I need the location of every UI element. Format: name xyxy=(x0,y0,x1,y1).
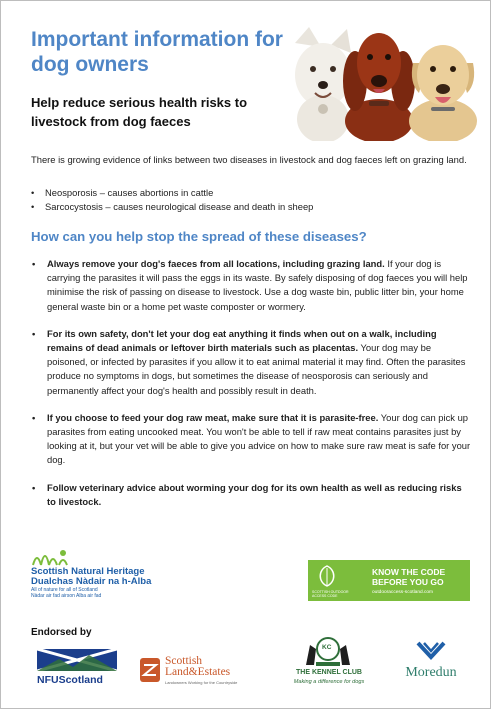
sle-emblem-icon xyxy=(139,657,161,683)
page-title: Important information for dog owners xyxy=(31,28,283,76)
kennel-club-name: THE KENNEL CLUB xyxy=(296,669,362,676)
kennel-club-crest-icon xyxy=(300,635,356,667)
sle-name-line2: Land&Estates xyxy=(165,666,231,678)
terrier-dog xyxy=(295,27,351,141)
tips-list xyxy=(31,257,471,522)
tip-lead: Follow veterinary advice about worming your dog for its own health as well as reducing risks to livestock. xyxy=(47,481,462,507)
setter-dog xyxy=(343,33,415,141)
disease-item: • Neosporosis – causes abortions in cattle xyxy=(31,186,471,200)
snh-plant-icon xyxy=(31,545,71,567)
endorsed-by-label: Endorsed by xyxy=(31,627,92,638)
section-heading: How can you help stop the spread of these diseases? xyxy=(31,229,367,244)
scottish-land-estates-logo xyxy=(139,653,265,691)
moredun-chevron-icon xyxy=(416,641,446,665)
know-the-code-line2: BEFORE YOU GO xyxy=(372,577,444,587)
sle-tagline: Landowners Working for the Countryside xyxy=(165,680,238,685)
know-the-code-banner xyxy=(308,560,470,601)
three-dogs-photo xyxy=(291,23,481,141)
outdoor-access-leaf-icon xyxy=(316,564,338,588)
moredun-text: Moredun xyxy=(405,665,457,680)
snh-name-gd: Dualchas Nàdair na h-Alba xyxy=(31,576,152,587)
tip-body: Your dog may be poisoned, or infected by parasites if you allow it to eat animal material it may find. Often the parasites produce no symptoms in dogs, but sometimes the disease of neosporosis can seriously and permanently affect your dog's health and possibly result in death. xyxy=(47,342,466,396)
tip-item xyxy=(31,411,471,468)
tip-item xyxy=(31,481,471,509)
kennel-club-logo xyxy=(281,635,375,691)
kc-badge-text: KC xyxy=(322,644,332,651)
moredun-logo xyxy=(393,641,469,689)
tip-item xyxy=(31,257,471,314)
nfu-scotland-logo xyxy=(37,649,121,689)
snh-logo xyxy=(31,545,211,605)
tip-item xyxy=(31,327,471,398)
intro-paragraph: There is growing evidence of links between two diseases in livestock and dog faeces left on grazing land. xyxy=(31,154,467,165)
sle-name-line1: Scottish xyxy=(165,655,203,667)
tip-lead: If you choose to feed your dog raw meat, make sure that it is parasite-free. xyxy=(47,411,379,423)
tip-body: Your dog can pick up parasites from eating uncooked meat. You won't be able to tell if raw meat contains parasites just by looking at it, but your vet will be able to give you advice on how to make sure raw meat is safe for your dog. xyxy=(47,411,471,466)
snh-tagline-gd: Nàdar air fad airson Alba air fad xyxy=(31,593,102,599)
labrador-dog xyxy=(409,45,477,141)
tip-lead: Always remove your dog's faeces from all locations, including grazing land. xyxy=(47,258,385,269)
snh-tagline-en: All of nature for all of Scotland xyxy=(31,587,98,593)
kennel-club-tagline: Making a difference for dogs xyxy=(293,679,365,685)
outdoor-access-url: outdooraccess-scotland.com xyxy=(372,590,434,595)
snh-name-en: Scottish Natural Heritage xyxy=(31,566,145,577)
page-subtitle: Help reduce serious health risks to livestock from dog faeces xyxy=(31,95,248,129)
tip-body: If your dog is carrying the parasites it will pass the eggs in its waste. By safely disposing of dog faeces you will help minimise the risk of passing on disease to livestock. Use a dog waste bin, public litter bin, your home general waste bin or a home pet waste composter or wormery. xyxy=(47,258,468,312)
scottish-outdoor-access-code-label: SCOTTISH OUTDOOR ACCESS CODE xyxy=(312,590,349,598)
nfu-scotland-text: NFUScotland xyxy=(37,674,103,686)
tip-lead: For its own safety, don't let your dog eat anything it finds when out on a walk, including remains of dead animals or leftover birth materials such as placentas. xyxy=(47,327,437,354)
disease-item: • Sarcocystosis – causes neurological disease and death in sheep xyxy=(31,200,471,214)
saltire-mountain-icon xyxy=(37,649,117,671)
disease-list xyxy=(31,186,471,214)
know-the-code-line1: KNOW THE CODE xyxy=(372,567,446,577)
